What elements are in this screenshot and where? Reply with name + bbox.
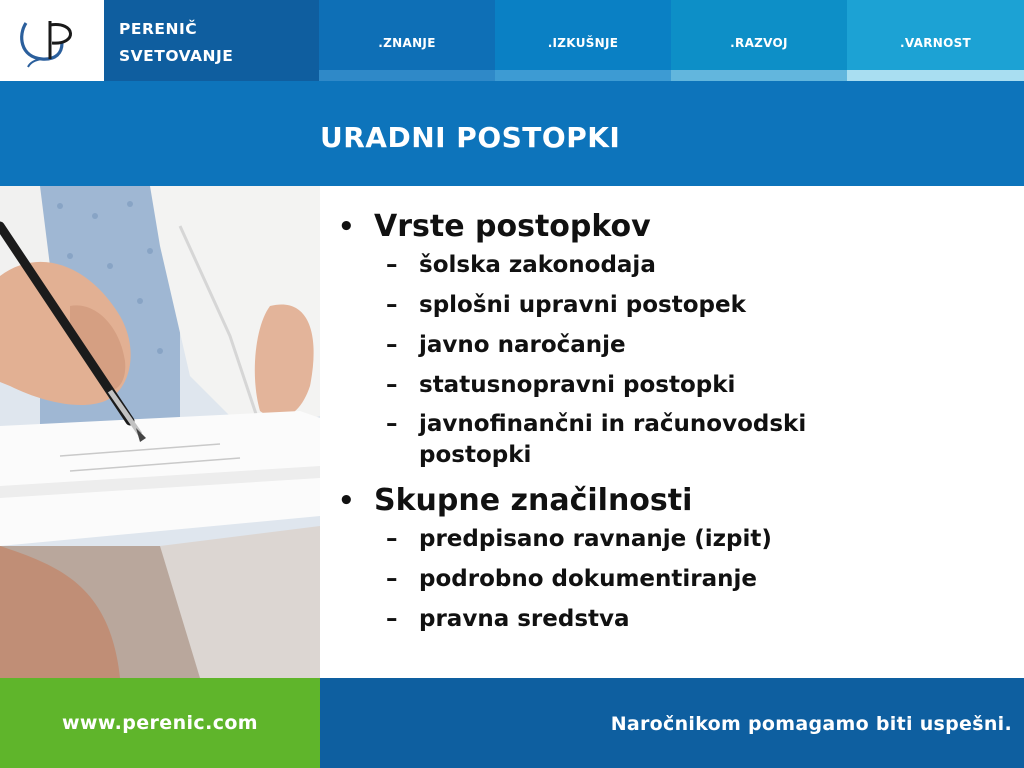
list-item	[336, 329, 1016, 361]
nav-tab-varnost[interactable]	[847, 0, 1024, 81]
nav-tab-strip	[847, 70, 1024, 81]
nav-tab-strip	[671, 70, 847, 81]
nav-tab-znanje[interactable]	[319, 0, 495, 81]
footer-website-link[interactable]	[0, 678, 320, 768]
nav-tab-strip	[319, 70, 495, 81]
list-item-text: splošni upravni postopek	[419, 292, 746, 318]
footer-slogan: Naročnikom pomagamo biti uspešni.	[610, 713, 1012, 735]
dash-icon: –	[386, 526, 398, 552]
bullet-list	[336, 207, 1016, 643]
nav-tab-label: .RAZVOJ	[730, 36, 788, 50]
list-item	[336, 249, 1016, 281]
section-heading-text: Skupne značilnosti	[374, 483, 693, 518]
list-item	[336, 563, 1016, 595]
dash-icon: –	[386, 566, 398, 592]
section-heading	[336, 207, 1016, 247]
dash-icon: –	[386, 252, 398, 278]
bullet-icon: •	[338, 212, 355, 242]
signing-document-photo	[0, 186, 320, 678]
page-title: URADNI POSTOPKI	[320, 121, 621, 154]
dash-icon: –	[386, 411, 398, 437]
list-item-text: podrobno dokumentiranje	[419, 566, 757, 592]
footer-slogan-bar	[320, 678, 1024, 768]
title-band	[0, 81, 1024, 186]
list-item-text: pravna sredstva	[419, 606, 630, 632]
dash-icon: –	[386, 606, 398, 632]
dash-icon: –	[386, 372, 398, 398]
list-item	[336, 369, 1016, 401]
brand-line-2: SVETOVANJE	[119, 47, 234, 65]
nav-tab-strip	[495, 70, 671, 81]
list-item	[336, 289, 1016, 321]
list-item	[336, 409, 936, 471]
footer-website-text: www.perenic.com	[61, 712, 259, 734]
brand-line-1: PERENIČ	[119, 20, 198, 38]
list-item-text: predpisano ravnanje (izpit)	[419, 526, 772, 552]
nav-tab-label: .VARNOST	[899, 36, 972, 50]
list-item-text: javnofinančni in računovodski postopki	[419, 411, 807, 468]
dash-icon: –	[386, 332, 398, 358]
section-heading-text: Vrste postopkov	[374, 209, 651, 244]
list-item-text: statusnopravni postopki	[419, 372, 736, 398]
logo[interactable]	[0, 0, 104, 81]
list-item	[336, 523, 1016, 555]
dash-icon: –	[386, 292, 398, 318]
nav-tab-razvoj[interactable]	[671, 0, 847, 81]
perenic-logo-icon	[12, 13, 92, 69]
nav-tab-label: .ZNANJE	[378, 36, 436, 50]
list-item-text: javno naročanje	[419, 332, 626, 358]
list-item	[336, 603, 1016, 635]
nav-tab-label: .IZKUŠNJE	[547, 36, 619, 50]
nav-tab-izkusnje[interactable]	[495, 0, 671, 81]
section-heading	[336, 481, 1016, 521]
brand-name[interactable]	[104, 0, 319, 81]
list-item-text: šolska zakonodaja	[419, 252, 656, 278]
bullet-icon: •	[338, 486, 355, 516]
